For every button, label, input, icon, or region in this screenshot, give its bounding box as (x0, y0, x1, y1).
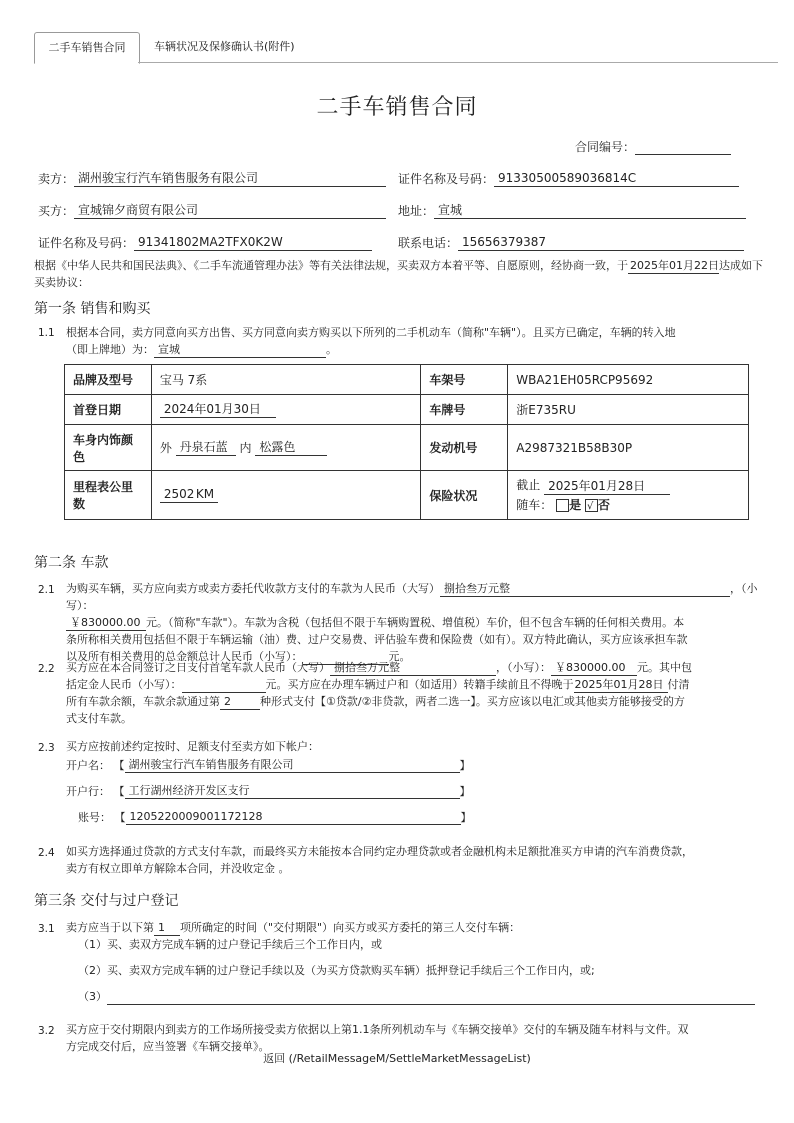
bracket-close: 】 (459, 759, 471, 772)
article-1-heading: 第一条 销售和购买 (34, 301, 151, 317)
account-name-value: 湖州骏宝行汽车销售服务有限公司 (125, 757, 460, 773)
clause-2-1-text-b: ，（小写）： (66, 582, 758, 612)
clause-2-4-text-b: 卖方有权立即单方解除本合同，并没收定金 。 (66, 862, 290, 875)
address-label: 地址： (398, 204, 435, 218)
brand-model-label: 品牌及型号 (65, 365, 152, 395)
engine-number-value: A2987321B58B30P (508, 425, 749, 471)
contract-number-value (635, 154, 731, 155)
plate-label: 车牌号 (421, 395, 508, 425)
engine-number-label: 发动机号 (421, 425, 508, 471)
clause-2-3: 买方应按前述约定按时、足额支付至卖方如下帐户： (66, 740, 319, 753)
clause-number: 2.2 (38, 663, 55, 675)
total-price-upper: 捌拾叁万元整 (440, 581, 730, 597)
first-payment-upper: 捌拾叁万元整 (330, 660, 496, 676)
first-payment-lower: ￥830000.00 (551, 660, 637, 676)
payment-method: 2 (220, 694, 260, 710)
clause-2-2-text-f: 付清 (667, 678, 690, 691)
vin-label: 车架号 (421, 365, 508, 395)
clause-number: 2.1 (38, 584, 55, 596)
address-line (398, 202, 746, 219)
seller-label: 卖方： (38, 172, 75, 186)
interior-label: 内 (239, 441, 252, 455)
insurance-until-value: 2025年01月28日 (544, 479, 670, 495)
clause-2-2-text-d: 括定金人民币（小写）： (66, 678, 182, 691)
clause-number: 2.3 (38, 742, 55, 754)
buyer-cert-value: 91341802MA2TFX0K2W (134, 235, 372, 251)
clause-2-2 (66, 659, 766, 727)
bank-value: 工行湖州经济开发区支行 (125, 783, 460, 799)
option-3-label: （3） (78, 990, 107, 1003)
clause-1-1-end: 。 (326, 343, 337, 356)
buyer-cert-label: 证件名称及号码： (38, 236, 135, 250)
phone-value: 15656379387 (458, 235, 744, 251)
mileage-unit: KM (196, 487, 218, 503)
buyer-cert-line (38, 234, 372, 251)
clause-2-4-text: 如买方选择通过贷款的方式支付车款，而最终买方未能按本合同约定办理贷款或者金融机构未足额批准买方申请的汽车消费贷款， (66, 845, 693, 858)
with-car-label: 随车： (516, 498, 553, 512)
clause-1-1-text: 根据本合同，卖方同意向买方出售、买方同意向卖方购买以下所列的二手机动车（简称"车辆"）。且买方已确定，车辆的转入地 (66, 326, 676, 339)
vin-value: WBA21EH05RCP95692 (508, 365, 749, 395)
account-name-line (66, 757, 471, 773)
option-3-blank (107, 1004, 755, 1005)
bracket-close: 】 (460, 811, 472, 824)
account-number-line (78, 809, 472, 825)
first-registration-value: 2024年01月30日 (160, 402, 276, 418)
clause-2-4 (66, 843, 766, 877)
clause-2-2-text-b: ，（小写）： (496, 661, 551, 674)
preamble-text-end: 达成如下买卖协议： (34, 259, 763, 289)
bracket-open: 【 (113, 785, 125, 798)
clause-3-1-text-b: 项所确定的时间（"交付期限"）向买方或买方委托的第三人交付车辆： (180, 921, 521, 934)
insurance-cell (508, 471, 749, 520)
seller-line (38, 170, 386, 187)
with-car-yes-label: 是 (569, 498, 582, 512)
seller-value: 湖州骏宝行汽车销售服务有限公司 (74, 171, 386, 187)
seller-cert-line (398, 170, 739, 187)
article-2-heading: 第二条 车款 (34, 555, 109, 571)
insurance-label: 保险状况 (421, 471, 508, 520)
with-car-no-checkbox[interactable] (585, 499, 598, 512)
buyer-value: 宣城锦夕商贸有限公司 (74, 203, 386, 219)
buyer-label: 买方： (38, 204, 75, 218)
payment-deadline: 2025年01月28日 (574, 677, 668, 693)
bank-line (66, 783, 471, 799)
account-name-label: 开户名： (66, 759, 110, 772)
account-number-label: 账号： (78, 811, 111, 824)
article-3-heading: 第三条 交付与过户登记 (34, 893, 179, 909)
option-3 (78, 988, 758, 1005)
vehicle-info-table (64, 364, 749, 520)
deposit-value (182, 692, 266, 693)
preamble-text: 根据《中华人民共和国民法典》、《二手车流通管理办法》等有关法律法规，买卖双方本着平等、自愿原则，经协商一致，于 (34, 259, 628, 272)
exterior-color: 丹泉石蓝 (176, 440, 236, 456)
first-registration-cell (151, 395, 421, 425)
clause-3-2-text: 买方应于交付期限内到卖方的工作场所接受卖方依据以上第1.1条所列机动车与《车辆交接单》交付的车辆及随车材料与文件。双 (66, 1023, 689, 1036)
document-title: 二手车销售合同 (316, 95, 478, 120)
first-registration-label: 首登日期 (65, 395, 152, 425)
clause-number: 2.4 (38, 847, 55, 859)
color-cell (151, 425, 421, 471)
clause-2-2-text-i: 式支付车款。 (66, 712, 132, 725)
plate-value: 浙E735RU (508, 395, 749, 425)
clause-2-1-text-e: 以及所有相关费用的总金额总计人民币（小写）： (66, 650, 303, 663)
clause-2-1-text: 为购买车辆，买方应向卖方或卖方委托代收款方支付的车款为人民币（大写） (66, 582, 440, 595)
bank-label: 开户行： (66, 785, 110, 798)
buyer-line (38, 202, 386, 219)
with-car-no-label: 否 (597, 498, 610, 512)
clause-2-1-text-c: 元。（简称"车款"）。车款为含税（包括但不限于车辆购置税、增值税）车价，但不包含车辆的任何相关费用。本 (146, 616, 685, 629)
clause-1-1 (66, 324, 766, 358)
clause-2-2-text-c: 元。其中包 (637, 661, 692, 674)
clause-2-2-text-g: 所有车款余额，车款余款通过第 (66, 695, 220, 708)
clause-2-1-text-d: 条所称相关费用包括但不限于车辆运输（油）费、过户交易费、评估验车费和保险费（如有）。双方特此确认，买方应该承担车款 (66, 633, 688, 646)
clause-2-1-text-f: 元。 (388, 650, 411, 663)
tab-divider (138, 62, 778, 63)
bracket-close: 】 (459, 785, 471, 798)
mileage-value: 2502 (160, 487, 196, 503)
tab-condition-warranty[interactable]: 车辆状况及保修确认书(附件) (154, 40, 295, 53)
clause-2-1 (66, 580, 766, 665)
agreement-date: 2025年01月22日 (630, 259, 719, 272)
contract-number-label: 合同编号： (575, 140, 636, 154)
clause-1-1-text-b: （即上牌地）为： (66, 343, 154, 356)
body-interior-color-label: 车身内饰颜色 (65, 425, 152, 471)
tab-sales-contract[interactable]: 二手车销售合同 (34, 32, 140, 64)
contract-number-line (575, 138, 731, 155)
bracket-open: 【 (114, 811, 126, 824)
total-price-lower: ￥830000.00 (66, 615, 146, 631)
back-link[interactable]: 返回 (/RetailMessageM/SettleMarketMessageList) (263, 1052, 531, 1065)
insurance-until-label: 截止 (516, 478, 541, 492)
clause-3-2-text-b: 方完成交付后，应当签署《车辆交接单》。 (66, 1040, 270, 1053)
mileage-label: 里程表公里数 (65, 471, 152, 520)
with-car-yes-checkbox[interactable] (556, 499, 569, 512)
seller-cert-label: 证件名称及号码： (398, 172, 495, 186)
clause-3-1 (66, 919, 766, 936)
seller-cert-value: 91330500589036814C (494, 171, 739, 187)
interior-color: 松露色 (255, 440, 327, 456)
option-2: （2）买、卖双方完成车辆的过户登记手续以及（为买方贷款购买车辆）抵押登记手续后三个工作日内，或; (78, 964, 595, 977)
clause-2-2-text-h: 种形式支付【①贷款/②非贷款，两者二选一】。买方应该以电汇或其他卖方能够接受的方 (260, 695, 685, 708)
account-number-value: 1205220009001172128 (126, 809, 461, 825)
brand-model-value: 宝马 7系 (151, 365, 421, 395)
phone-label: 联系电话： (398, 236, 459, 250)
clause-number: 3.1 (38, 923, 55, 935)
clause-number: 3.2 (38, 1025, 55, 1037)
address-value: 宣城 (434, 203, 746, 219)
mileage-cell (151, 471, 421, 520)
clause-number: 1.1 (38, 327, 55, 339)
clause-3-1-text: 卖方应当于以下第 (66, 921, 154, 934)
delivery-item-number: 1 (154, 920, 180, 936)
preamble (34, 257, 764, 291)
registration-place: 宣城 (154, 342, 326, 358)
phone-line (398, 234, 744, 251)
bracket-open: 【 (113, 759, 125, 772)
clause-2-2-text: 买方应在本合同签订之日支付首笔车款人民币（大写） (66, 661, 330, 674)
option-1: （1）买、卖双方完成车辆的过户登记手续后三个工作日内，或 (78, 938, 382, 951)
exterior-label: 外 (159, 441, 172, 455)
clause-2-2-text-e: 元。买方应在办理车辆过户和（如适用）转籍手续前且不得晚于 (265, 678, 574, 691)
